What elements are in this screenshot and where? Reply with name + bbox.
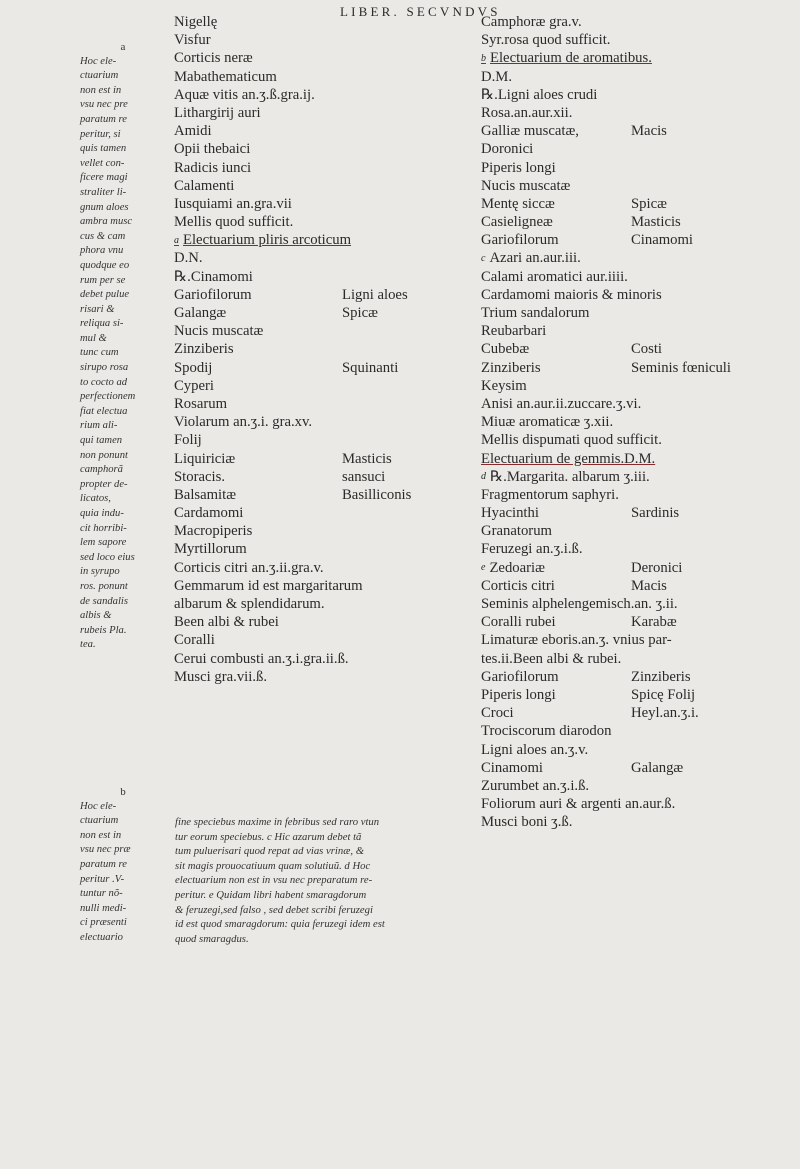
recipe-line <box>481 522 781 540</box>
recipe-line <box>174 31 464 49</box>
recipe-line <box>481 304 781 322</box>
recipe-line <box>481 159 781 177</box>
margin-line: peritur, si <box>80 128 121 140</box>
ingredient-text: Opii thebaici <box>174 141 251 158</box>
margin-line: paratum re <box>80 113 127 125</box>
section-title <box>174 231 464 249</box>
ingredient-text: Amidi <box>174 123 212 140</box>
margin-line: reliqua si- <box>80 318 124 330</box>
recipe-line <box>481 813 781 831</box>
recipe-line <box>481 504 781 522</box>
margin-line: non ponunt <box>80 449 128 461</box>
margin-line: quis tamen <box>80 143 127 155</box>
recipe-line <box>481 613 781 631</box>
ingredient-text: b Electuarium de aromatibus. <box>481 50 652 67</box>
recipe-line <box>174 595 464 613</box>
footnote-line: sit magis prouocatiuum quam solutiuũ. d Hoc <box>175 859 371 872</box>
recipe-column-right <box>481 13 781 831</box>
margin-line: to cocto ad <box>80 376 128 388</box>
ingredient-text: Aquæ vitis an.ʒ.ß.gra.ij. <box>174 86 315 103</box>
ingredient-text: Keysim <box>481 377 527 394</box>
margin-line: rum per se <box>80 274 126 286</box>
ingredient-text: Myrtillorum <box>174 541 247 558</box>
recipe-line <box>481 413 781 431</box>
recipe-line <box>174 177 464 195</box>
ingredient-text: d ℞.Margarita. albarum ʒ.iii. <box>481 468 650 485</box>
footnote-line: peritur. e Quidam libri habent smaragdorum <box>175 888 367 901</box>
margin-line: nulli medi- <box>80 902 127 914</box>
recipe-line <box>481 704 781 722</box>
ingredient-text: Violarum an.ʒ.i. gra.xv. <box>174 414 313 431</box>
ingredient-text: Iusquiami an.gra.vii <box>174 195 292 212</box>
margin-line: lem sapore <box>80 537 127 549</box>
margin-line: vellet con- <box>80 157 125 169</box>
margin-line: camphorã <box>80 464 123 476</box>
ingredient-text-second: Karabæ <box>631 614 677 631</box>
ingredient-text: Cerui combusti an.ʒ.i.gra.ii.ß. <box>174 650 349 667</box>
ingredient-text: Cubebæ <box>481 341 530 358</box>
margin-line: rium ali- <box>80 420 118 432</box>
margin-line: vsu nec pre <box>80 99 128 111</box>
ingredient-text: Camphoræ gra.v. <box>481 14 582 30</box>
ingredient-text-second: Zinziberis <box>631 668 691 685</box>
ingredient-text-second: Spicę Folij <box>631 686 696 703</box>
ingredient-text: Calami aromatici aur.iiii. <box>481 268 628 285</box>
footnote-line: tur eorum speciebus. c Hic azarum debet tã <box>175 830 362 843</box>
section-title <box>481 49 781 67</box>
recipe-line <box>174 504 464 522</box>
ingredient-text: e Zedoariæ <box>481 559 545 576</box>
ingredient-text: Granatorum <box>481 523 552 540</box>
section-title <box>481 450 781 468</box>
recipe-line <box>174 450 464 468</box>
ingredient-text: Galangæ <box>174 305 227 321</box>
margin-line: paratum re <box>80 858 127 870</box>
footnote-line: quod smaragdus. <box>175 932 249 945</box>
note-letter: a <box>120 41 126 53</box>
ingredient-text-second: Costi <box>631 341 663 358</box>
ingredient-text: Been albi & rubei <box>174 614 279 631</box>
ingredient-text: Mabathematicum <box>174 68 277 85</box>
ingredient-text: Gemmarum id est margaritarum <box>174 577 363 594</box>
ingredient-text: Mentę siccæ <box>481 195 555 212</box>
recipe-line <box>481 340 781 358</box>
ingredient-text-second: Sardinis <box>631 505 680 522</box>
recipe-line <box>481 631 781 649</box>
recipe-line <box>174 431 464 449</box>
ingredient-text: Croci <box>481 705 514 722</box>
ingredient-text: a Electuarium pliris arcoticum <box>174 232 352 249</box>
note-letter: b <box>120 786 126 798</box>
recipe-line <box>174 104 464 122</box>
recipe-line <box>174 486 464 504</box>
recipe-line <box>481 650 781 668</box>
ingredient-text-second: Masticis <box>342 450 392 467</box>
recipe-line <box>481 486 781 504</box>
margin-line: ctuarium <box>80 815 119 827</box>
ingredient-text: ℞.Ligni aloes crudi <box>481 86 598 103</box>
margin-line: ambra musc <box>80 216 133 228</box>
ingredient-text: Cardamomi maioris & minoris <box>481 286 662 303</box>
recipe-line <box>174 122 464 140</box>
ingredient-text-second: Spicæ <box>631 195 667 212</box>
recipe-line <box>174 213 464 231</box>
recipe-line <box>481 686 781 704</box>
margin-line: quia indu- <box>80 508 124 519</box>
margin-line: cus & cam <box>80 230 126 242</box>
margin-line: in syrupo <box>80 566 120 578</box>
recipe-line <box>174 49 464 67</box>
margin-line: non est in <box>80 84 122 96</box>
recipe-line <box>481 322 781 340</box>
margin-line: risari & <box>80 303 115 315</box>
ingredient-text: Corticis citri <box>481 577 555 594</box>
ingredient-text: Doronici <box>481 141 534 158</box>
recipe-line <box>481 31 781 49</box>
recipe-line <box>481 468 781 486</box>
ingredient-text: Macropiperis <box>174 523 253 540</box>
ingredient-text: Gariofilorum <box>481 232 559 249</box>
recipe-line <box>174 249 464 267</box>
recipe-line <box>174 540 464 558</box>
note-letter: c <box>481 252 486 264</box>
margin-line: Hoc ele- <box>80 55 117 67</box>
recipe-line <box>174 577 464 595</box>
ingredient-text: Hyacinthi <box>481 505 539 522</box>
ingredient-text: Seminis alphelengemisch.an. ʒ.ii. <box>481 596 678 612</box>
ingredient-text-second: sansuci <box>342 468 386 485</box>
recipe-line <box>174 395 464 413</box>
ingredient-text: tes.ii.Been albi & rubei. <box>481 650 622 667</box>
ingredient-text: c Azari an.aur.iii. <box>481 250 581 267</box>
ingredient-text-second: Basilliconis <box>342 486 412 503</box>
ingredient-text: Coralli rubei <box>481 614 556 631</box>
margin-line: peritur .V- <box>80 873 125 885</box>
recipe-line <box>174 86 464 104</box>
ingredient-text: Musci gra.vii.ß. <box>174 668 268 685</box>
recipe-line <box>481 122 781 140</box>
margin-line: albis & <box>80 610 112 622</box>
ingredient-text: Piperis longi <box>481 159 556 176</box>
recipe-line <box>481 68 781 86</box>
margin-line: perfectionem <box>80 391 136 403</box>
footnote-line: & feruzegi,sed falso , sed debet scribi feruzegi <box>175 903 373 916</box>
ingredient-text: Foliorum auri & argenti an.aur.ß. <box>481 796 676 813</box>
note-letter: a <box>174 234 179 246</box>
ingredient-text-second: Masticis <box>631 214 681 231</box>
margin-line: phora vnu <box>80 245 124 257</box>
ingredient-text: Nigellę <box>174 14 218 30</box>
ingredient-text: Ligni aloes an.ʒ.v. <box>481 741 589 758</box>
ingredient-text: Liquiriciæ <box>174 450 236 467</box>
ingredient-text: Nucis muscatæ <box>481 177 571 194</box>
margin-line: tuntur nõ- <box>80 888 123 900</box>
ingredient-text: Electuarium de gemmis.D.M. <box>481 450 656 467</box>
ingredient-text: Calamenti <box>174 177 235 194</box>
margin-line: ros. ponunt <box>80 580 128 592</box>
footnote-line: id est quod smaragdorum: quia feruzegi idem est <box>175 918 385 931</box>
ingredient-text: Trociscorum diarodon <box>481 723 612 740</box>
recipe-line <box>174 322 464 340</box>
recipe-line <box>481 741 781 759</box>
margin-line: ci præsenti <box>80 917 127 929</box>
footnote-line: tum puluerisari quod repat ad vias vrinæ, & <box>175 845 365 858</box>
margin-line: de sandalis <box>80 595 128 607</box>
recipe-line <box>481 86 781 104</box>
ingredient-text-second: Macis <box>631 577 667 594</box>
recipe-line <box>174 668 464 686</box>
ingredient-text: Feruzegi an.ʒ.i.ß. <box>481 541 583 558</box>
ingredient-text: Gariofilorum <box>174 286 252 303</box>
recipe-line <box>174 559 464 577</box>
ingredient-text: Musci boni ʒ.ß. <box>481 814 573 831</box>
margin-line: ficere magi <box>80 172 128 184</box>
ingredient-text: Radicis iunci <box>174 159 252 176</box>
recipe-line <box>174 68 464 86</box>
margin-line: gnum aloes <box>80 201 129 213</box>
margin-line: vsu nec præ <box>80 844 131 856</box>
margin-line: fiat electua <box>80 405 128 417</box>
ingredient-text: Coralli <box>174 632 215 649</box>
recipe-line <box>481 268 781 286</box>
footnote-line: electuarium non est in vsu nec preparatum re- <box>175 874 373 887</box>
margin-line: non est in <box>80 829 122 841</box>
ingredient-text: Lithargirij auri <box>174 104 261 121</box>
ingredient-text: Rosa.an.aur.xii. <box>481 104 573 121</box>
ingredient-text-second: Seminis fœniculi <box>631 359 731 376</box>
recipe-line <box>174 304 464 322</box>
ingredient-text: Piperis longi <box>481 686 556 703</box>
note-letter: e <box>481 562 486 574</box>
recipe-line <box>481 359 781 377</box>
ingredient-text: Cyperi <box>174 377 214 394</box>
margin-line: sed loco eius <box>80 551 135 563</box>
recipe-line <box>481 213 781 231</box>
ingredient-text: Zurumbet an.ʒ.i.ß. <box>481 777 590 794</box>
ingredient-text: Balsamitæ <box>174 486 237 503</box>
ingredient-text: Mellis quod sufficit. <box>174 214 294 231</box>
recipe-line <box>481 377 781 395</box>
recipe-line <box>174 286 464 304</box>
ingredient-text: Corticis neræ <box>174 50 253 67</box>
ingredient-text: Fragmentorum saphyri. <box>481 486 619 503</box>
ingredient-text-second: Galangæ <box>631 759 684 776</box>
recipe-line <box>174 468 464 486</box>
ingredient-text: Reubarbari <box>481 323 547 340</box>
recipe-line <box>481 104 781 122</box>
margin-line: Hoc ele- <box>80 800 117 812</box>
recipe-line <box>481 668 781 686</box>
recipe-line <box>481 577 781 595</box>
recipe-line <box>481 759 781 777</box>
ingredient-text: albarum & splendidarum. <box>174 596 325 612</box>
recipe-line <box>174 359 464 377</box>
recipe-line <box>481 795 781 813</box>
ingredient-text-second: Spicæ <box>342 305 378 321</box>
ingredient-text: Corticis citri an.ʒ.ii.gra.v. <box>174 559 324 576</box>
margin-line: licatos, <box>80 493 111 505</box>
footnote-line: fine speciebus maxime in febribus sed raro vtun <box>175 816 380 828</box>
ingredient-text: Rosarum <box>174 395 228 412</box>
margin-line: tea. <box>80 639 96 651</box>
recipe-line <box>174 159 464 177</box>
margin-line: mul & <box>80 332 107 344</box>
margin-note-b <box>80 785 166 946</box>
recipe-line <box>481 595 781 613</box>
recipe-line <box>481 777 781 795</box>
note-letter: d <box>481 471 486 483</box>
recipe-line <box>481 722 781 740</box>
ingredient-text: D.M. <box>481 68 513 85</box>
recipe-line <box>174 268 464 286</box>
recipe-line <box>481 249 781 267</box>
recipe-line <box>481 395 781 413</box>
running-head: LIBER. SECVNDVS <box>340 4 501 19</box>
ingredient-text: Nucis muscatæ <box>174 323 264 340</box>
ingredient-text-second: Squinanti <box>342 359 399 376</box>
recipe-line <box>174 140 464 158</box>
ingredient-text: Zinziberis <box>174 341 234 358</box>
recipe-line <box>481 286 781 304</box>
ingredient-text-second: Cinamomi <box>631 232 694 249</box>
ingredient-text: Miuæ aromaticæ ʒ.xii. <box>481 414 614 431</box>
recipe-line <box>481 431 781 449</box>
recipe-line <box>481 140 781 158</box>
margin-line: rubeis Pla. <box>80 624 127 636</box>
ingredient-text-second: Deronici <box>631 559 683 576</box>
margin-line: cit horribi- <box>80 522 127 534</box>
ingredient-text: Cinamomi <box>481 759 544 776</box>
recipe-line <box>174 413 464 431</box>
margin-line: debet pulue <box>80 289 130 301</box>
note-letter: b <box>481 52 486 64</box>
recipe-line <box>174 613 464 631</box>
recipe-line <box>174 522 464 540</box>
ingredient-text: Zinziberis <box>481 359 541 376</box>
margin-line: tunc cum <box>80 347 119 359</box>
recipe-line <box>481 13 781 31</box>
recipe-line <box>481 540 781 558</box>
margin-line: sirupo rosa <box>80 362 129 374</box>
margin-line: electuario <box>80 931 123 943</box>
ingredient-text: Storacis. <box>174 468 225 485</box>
margin-line: propter de- <box>80 478 128 490</box>
ingredient-text: Galliæ muscatæ, <box>481 123 579 140</box>
recipe-line <box>481 195 781 213</box>
ingredient-text: Anisi an.aur.ii.zuccare.ʒ.vi. <box>481 395 642 412</box>
ingredient-text: Trium sandalorum <box>481 305 590 321</box>
recipe-line <box>174 650 464 668</box>
recipe-column-left <box>174 13 464 686</box>
ingredient-text: Spodij <box>174 359 213 376</box>
ingredient-text: Limaturæ eboris.an.ʒ. vnius par- <box>481 632 672 649</box>
ingredient-text: Cardamomi <box>174 505 244 522</box>
ingredient-text: Folij <box>174 432 202 449</box>
ingredient-text: Gariofilorum <box>481 668 559 685</box>
recipe-line <box>174 631 464 649</box>
ingredient-text: Syr.rosa quod sufficit. <box>481 32 611 49</box>
ingredient-text-second: Macis <box>631 123 667 140</box>
recipe-line <box>481 231 781 249</box>
margin-note-a <box>80 40 166 653</box>
recipe-line <box>481 559 781 577</box>
margin-line: quodque eo <box>80 259 130 271</box>
ingredient-text: ℞.Cinamomi <box>174 268 253 285</box>
ingredient-text-second: Ligni aloes <box>342 286 408 303</box>
ingredient-text: Visfur <box>174 32 211 49</box>
recipe-line <box>174 340 464 358</box>
margin-line: straliter li- <box>80 186 127 198</box>
ingredient-text: Casieligneæ <box>481 214 553 231</box>
recipe-line <box>481 177 781 195</box>
recipe-line <box>174 377 464 395</box>
margin-line: qui tamen <box>80 435 123 447</box>
ingredient-text: D.N. <box>174 250 203 267</box>
footnote <box>175 815 475 946</box>
recipe-line <box>174 13 464 31</box>
ingredient-text-second: Heyl.an.ʒ.i. <box>631 705 699 722</box>
ingredient-text: Mellis dispumati quod sufficit. <box>481 432 662 449</box>
margin-line: ctuarium <box>80 70 119 82</box>
recipe-line <box>174 195 464 213</box>
